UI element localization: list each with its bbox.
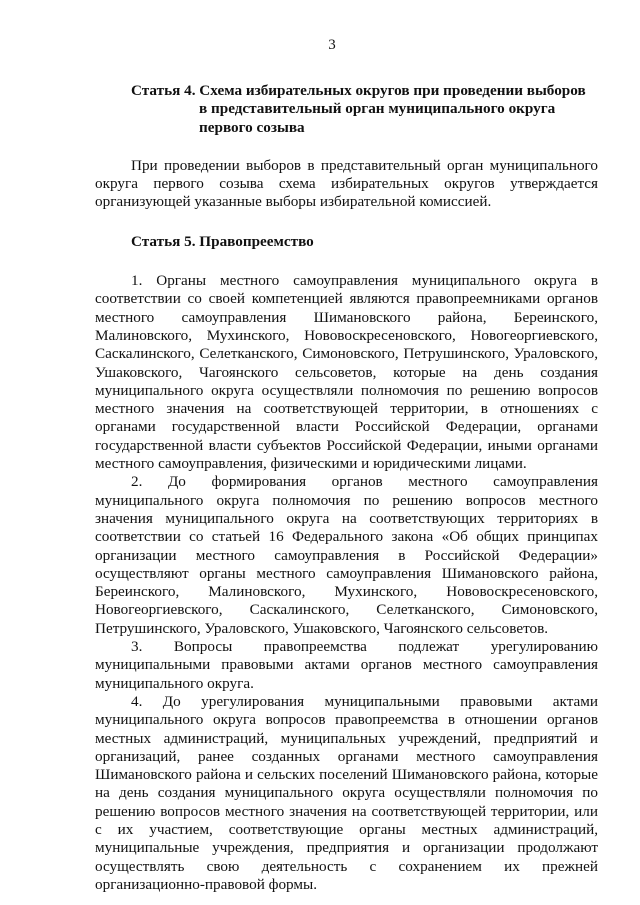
article-5-paragraph-2: 2. До формирования органов местного самоуправления муниципального округа полномочия по решению вопросов местного значения муниципального округа на соответствующих территориях в соответствии со статьей 16 Федерального закона «Об общих принципах организации местного самоуправления в Российской Федерации» осуществляют органы местного самоуправления Шимановского района, Береинского, Малиновского, Мухинского, Нововоскресеновского, Новогеоргиевского, Саскалинского, Селетканского, Симоновского, Петрушинского, Ураловского, Ушаковского, Чагоянского сельсоветов. — [95, 473, 598, 637]
article-4-heading-line-3: первого созыва — [199, 118, 305, 136]
article-5-paragraph-3: 3. Вопросы правопреемства подлежат урегулированию муниципальными правовыми актами органов местного самоуправления муниципального округа. — [95, 638, 598, 692]
article-5-paragraph-4: 4. До урегулирования муниципальными правовыми актами муниципального округа вопросов правопреемства в отношении органов местных администраций, муниципальных учреждений, предприятий и организаций, ранее созданных органами местного самоуправления Шимановского района и сельских поселений Шимановского района, которые на день создания муниципального округа осуществляли полномочия по решению вопросов местного значения на соответствующей территории, или с их участием, соответствующие органы местных администраций, муниципальные учреждения, предприятия и организации продолжают осуществлять свою деятельность с сохранением их прежней организационно-правовой формы. — [95, 692, 598, 893]
article-4-heading-line-1: Статья 4. Схема избирательных округов при проведении выборов — [131, 82, 586, 99]
article-5-paragraph-1: 1. Органы местного самоуправления муниципального округа в соответствии со своей компетенцией являются правопреемниками органов местного самоуправления Шимановского района, Береинского, Малиновского, Мухинского, Нововоскресеновского, Новогеоргиевского, Саскалинского, Селетканского, Симоновского, Петрушинского, Ураловского, Ушаковского, Чагоянского сельсоветов, которые на день создания муниципального округа осуществляли полномочия по решению вопросов местного значения на соответствующей территории, в отношениях с органами государственной власти Российской Федерации, органами государственной власти субъектов Российской Федерации, иными органами местного самоуправления, физическими и юридическими лицами. — [95, 272, 598, 473]
document-body — [95, 82, 598, 894]
page-number: 3 — [328, 37, 336, 53]
article-4-paragraph: При проведении выборов в представительный орган муниципального округа первого созыва схема избирательных округов утверждается организующей указанные выборы избирательной комиссией. — [95, 156, 598, 211]
article-4-heading — [95, 82, 598, 137]
article-4-heading-line-2: в представительный орган муниципального округа — [199, 100, 556, 118]
article-5-heading: Статья 5. Правопреемство — [131, 232, 314, 250]
